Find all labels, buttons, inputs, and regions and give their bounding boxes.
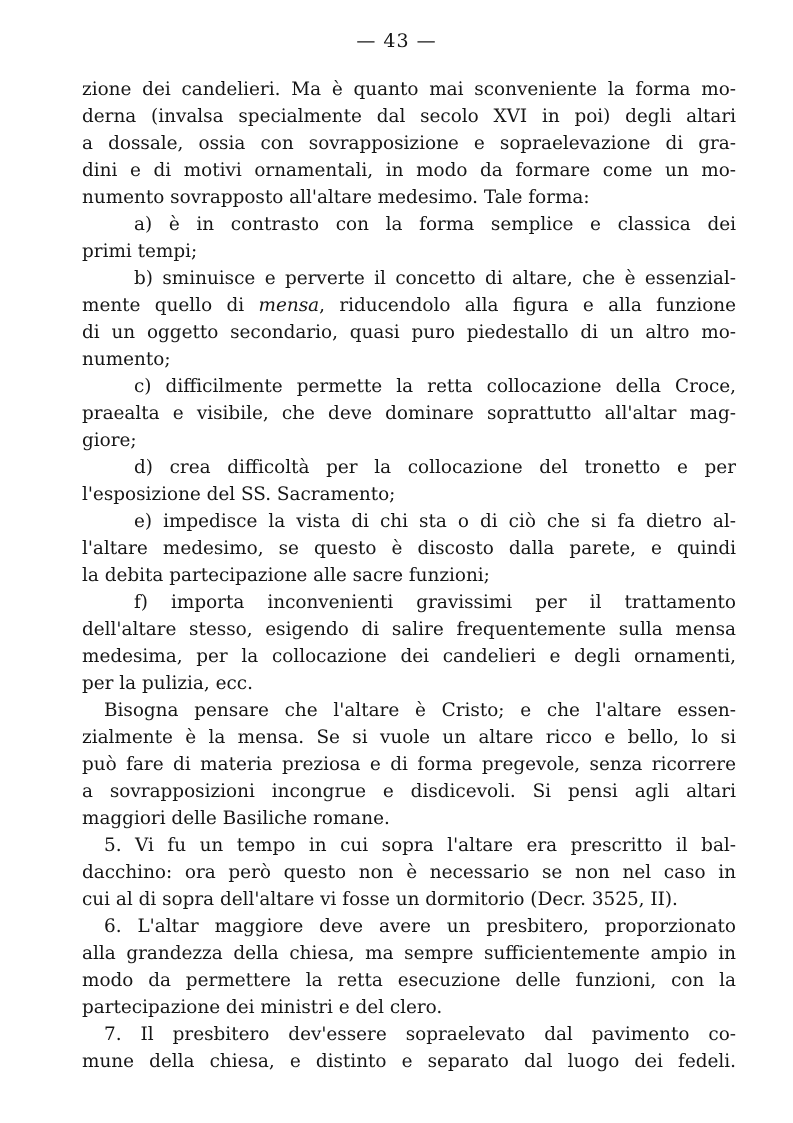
text-line: praealta e visibile, che deve dominare soprattutto all'altar mag-: [82, 403, 736, 424]
text-line: a sovrapposizioni incongrue e disdicevoli. Si pensi agli altari: [82, 781, 736, 802]
text-line: la debita partecipazione alle sacre funzioni;: [82, 565, 490, 586]
list-item-e: e) impedisce la vista di chi sta o di ciò che si fa dietro al-: [134, 511, 736, 532]
list-item-f: f) importa inconvenienti gravissimi per il trattamento: [134, 592, 736, 613]
text-line: l'altare medesimo, se questo è discosto dalla parete, e quindi: [82, 538, 736, 559]
text-line: giore;: [82, 430, 137, 451]
text-line: alla grandezza della chiesa, ma sempre sufficientemente ampio in: [82, 943, 736, 964]
page-number: — 43 —: [356, 30, 437, 52]
body-text: [82, 76, 736, 1075]
numbered-paragraph-5: 5. Vi fu un tempo in cui sopra l'altare era prescritto il bal-: [104, 835, 736, 856]
text-line: può fare di materia preziosa e di forma pregevole, senza ricorrere: [82, 754, 736, 775]
text-segment: , riducendolo alla figura e alla funzione: [319, 295, 736, 316]
text-line: di un oggetto secondario, quasi puro piedestallo di un altro mo-: [82, 322, 736, 343]
text-line: maggiori delle Basiliche romane.: [82, 808, 390, 829]
text-line: modo da permettere la retta esecuzione delle funzioni, con la: [82, 970, 736, 991]
text-line: derna (invalsa specialmente dal secolo XVI in poi) degli altari: [82, 106, 736, 127]
text-line: per la pulizia, ecc.: [82, 673, 253, 694]
numbered-paragraph-6: 6. L'altar maggiore deve avere un presbitero, proporzionato: [104, 916, 736, 937]
text-line: numento;: [82, 349, 171, 370]
text-line: l'esposizione del SS. Sacramento;: [82, 484, 396, 505]
list-item-b: b) sminuisce e perverte il concetto di altare, che è essenzial-: [134, 268, 736, 289]
text-line: primi tempi;: [82, 241, 198, 262]
text-line: zione dei candelieri. Ma è quanto mai sconveniente la forma mo-: [82, 79, 736, 100]
text-line: zialmente è la mensa. Se si vuole un altare ricco e bello, lo si: [82, 727, 736, 748]
text-line: mune della chiesa, e distinto e separato dal luogo dei fedeli.: [82, 1051, 736, 1072]
text-line: cui al di sopra dell'altare vi fosse un dormitorio (Decr. 3525, II).: [82, 889, 678, 910]
text-line: dini e di motivi ornamentali, in modo da formare come un mo-: [82, 160, 736, 181]
text-line: dell'altare stesso, esigendo di salire frequentemente sulla mensa: [82, 619, 736, 640]
text-segment: mente quello di: [82, 295, 245, 316]
text-line: dacchino: ora però questo non è necessario se non nel caso in: [82, 862, 736, 883]
text-line: medesima, per la collocazione dei candelieri e degli ornamenti,: [82, 646, 736, 667]
list-item-d: d) crea difficoltà per la collocazione del tronetto e per: [134, 457, 736, 478]
text-line: partecipazione dei ministri e del clero.: [82, 997, 443, 1018]
numbered-paragraph-7: 7. Il presbitero dev'essere sopraelevato dal pavimento co-: [104, 1024, 736, 1045]
text-line: numento sovrapposto all'altare medesimo. Tale forma:: [82, 187, 590, 208]
text-line: a dossale, ossia con sovrapposizione e sopraelevazione di gra-: [82, 133, 736, 154]
list-item-a: a) è in contrasto con la forma semplice e classica dei: [134, 214, 736, 235]
text-line: [82, 292, 736, 319]
list-item-c: c) difficilmente permette la retta collocazione della Croce,: [134, 376, 736, 397]
italic-word: mensa: [258, 295, 320, 316]
paragraph-start: Bisogna pensare che l'altare è Cristo; e che l'altare essen-: [104, 700, 736, 721]
